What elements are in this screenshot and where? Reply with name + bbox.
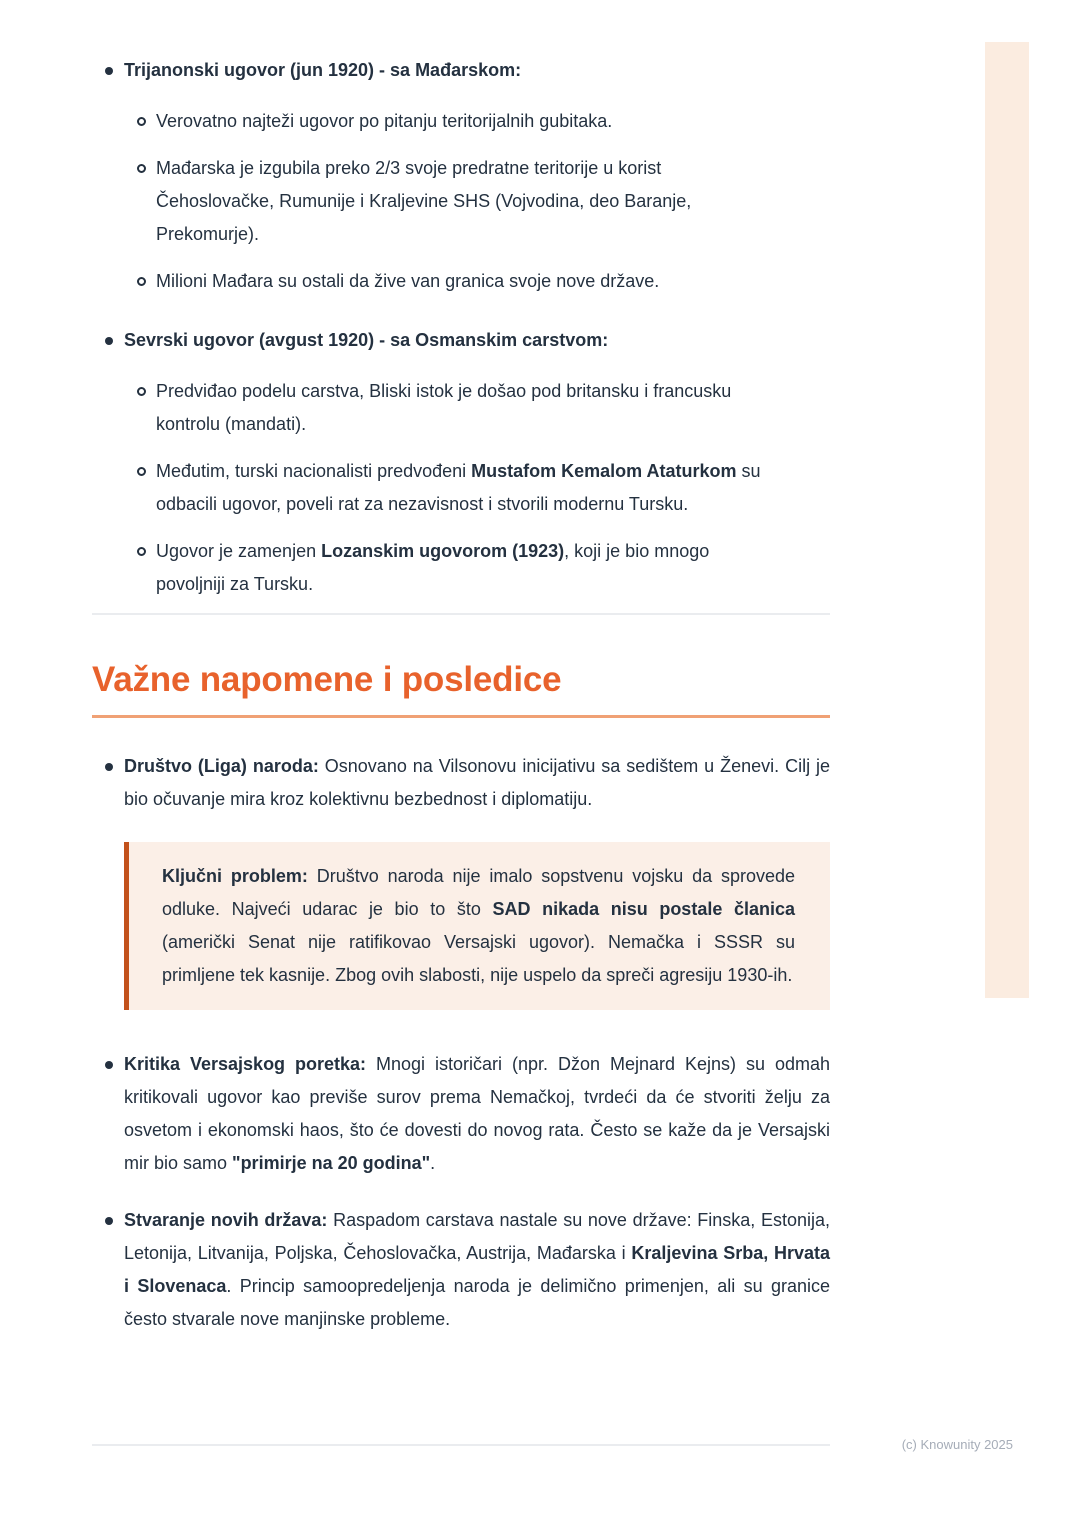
sub-item bbox=[124, 455, 830, 521]
section-heading: Važne napomene i posledice bbox=[92, 659, 830, 718]
circle-bullet-icon bbox=[137, 547, 146, 556]
section-divider bbox=[92, 613, 830, 615]
bullet-icon bbox=[105, 763, 113, 771]
sub-item-text: Verovatno najteži ugovor po pitanju teritorijalnih gubitaka. bbox=[156, 111, 613, 131]
bullet-icon bbox=[105, 1061, 113, 1069]
circle-bullet-icon bbox=[137, 164, 146, 173]
treaty-sublist bbox=[124, 105, 830, 298]
bullet-icon bbox=[105, 337, 113, 345]
treaties-list bbox=[92, 54, 830, 601]
sub-item-text: Ugovor je zamenjen Lozanskim ugovorom (1923), koji je bio mnogo povoljniji za Tursku. bbox=[156, 541, 710, 594]
sub-item bbox=[124, 535, 830, 601]
list-item-new-states bbox=[92, 1204, 830, 1336]
page-content bbox=[92, 54, 830, 1360]
sub-item bbox=[124, 375, 830, 441]
copyright-footer: (c) Knowunity 2025 bbox=[901, 1437, 1013, 1452]
note-text: Društvo (Liga) naroda: Osnovano na Vilsonovu inicijativu sa sedištem u Ženevi. Cilj je bio očuvanje mira kroz kolektivnu bezbednost i diplomatiju. bbox=[124, 756, 830, 809]
marker-cell bbox=[92, 1204, 124, 1336]
marker-cell bbox=[92, 1048, 124, 1180]
sub-item bbox=[124, 152, 830, 251]
sub-item bbox=[124, 105, 830, 138]
note-text: Stvaranje novih država: Raspadom carstava nastale su nove države: Finska, Estonija, Letonija, Litvanija, Poljska, Čehoslovačka, Austrija, Mađarska i Kraljevina Srba, Hrvata i Slovenaca. Princip samoopredeljenja naroda je delimično primenjen, ali su granice često stvarale nove manjinske probleme. bbox=[124, 1210, 830, 1329]
page-edge-decoration bbox=[985, 42, 1029, 998]
footer-divider bbox=[92, 1444, 830, 1446]
list-item-body bbox=[124, 324, 830, 601]
treaty-title: Sevrski ugovor (avgust 1920) - sa Osmanskim carstvom: bbox=[124, 330, 609, 350]
list-item-criticism bbox=[92, 1048, 830, 1180]
marker-cell bbox=[124, 535, 156, 601]
marker-cell bbox=[124, 455, 156, 521]
list-item-sevres bbox=[92, 324, 830, 601]
circle-bullet-icon bbox=[137, 117, 146, 126]
key-problem-callout bbox=[124, 842, 830, 1010]
marker-cell bbox=[124, 265, 156, 298]
notes-list bbox=[92, 750, 830, 816]
marker-cell bbox=[92, 324, 124, 601]
sub-item bbox=[124, 265, 830, 298]
list-item-trianon bbox=[92, 54, 830, 298]
marker-cell bbox=[92, 54, 124, 298]
sub-item-text: Predviđao podelu carstva, Bliski istok je došao pod britansku i francusku kontrolu (mandati). bbox=[156, 381, 732, 434]
callout-text: Ključni problem: Društvo naroda nije imalo sopstvenu vojsku da sprovede odluke. Najveći udarac je bio to što SAD nikada nisu postale članica (američki Senat nije ratifikovao Versajski ugovor). Nemačka i SSSR su primljene tek kasnije. Zbog ovih slabosti, nije uspelo da spreči agresiju 1930-ih. bbox=[162, 866, 795, 985]
list-item-body bbox=[124, 54, 830, 298]
sub-item-text: Mađarska je izgubila preko 2/3 svoje predratne teritorije u korist Čehoslovačke, Rumunije i Kraljevine SHS (Vojvodina, deo Baranje, Prekomurje). bbox=[156, 158, 692, 244]
bullet-icon bbox=[105, 67, 113, 75]
circle-bullet-icon bbox=[137, 467, 146, 476]
sub-item-text: Međutim, turski nacionalisti predvođeni Mustafom Kemalom Ataturkom su odbacili ugovor, poveli rat za nezavisnost i stvorili modernu Tursku. bbox=[156, 461, 761, 514]
sub-item-text: Milioni Mađara su ostali da žive van granica svoje nove države. bbox=[156, 271, 660, 291]
treaty-title: Trijanonski ugovor (jun 1920) - sa Mađarskom: bbox=[124, 60, 522, 80]
circle-bullet-icon bbox=[137, 277, 146, 286]
circle-bullet-icon bbox=[137, 387, 146, 396]
list-item-league-of-nations bbox=[92, 750, 830, 816]
note-text: Kritika Versajskog poretka: Mnogi istoričari (npr. Džon Mejnard Kejns) su odmah kritikovali ugovor kao previše surov prema Nemačkoj, tvrdeći da će stvoriti želju za osvetom i ekonomski haos, što će dovesti do novog rata. Često se kaže da je Versajski mir bio samo "primirje na 20 godina". bbox=[124, 1054, 830, 1173]
bullet-icon bbox=[105, 1217, 113, 1225]
marker-cell bbox=[124, 152, 156, 251]
marker-cell bbox=[124, 105, 156, 138]
notes-list-continued bbox=[92, 1048, 830, 1336]
marker-cell bbox=[124, 375, 156, 441]
marker-cell bbox=[92, 750, 124, 816]
treaty-sublist bbox=[124, 375, 830, 601]
